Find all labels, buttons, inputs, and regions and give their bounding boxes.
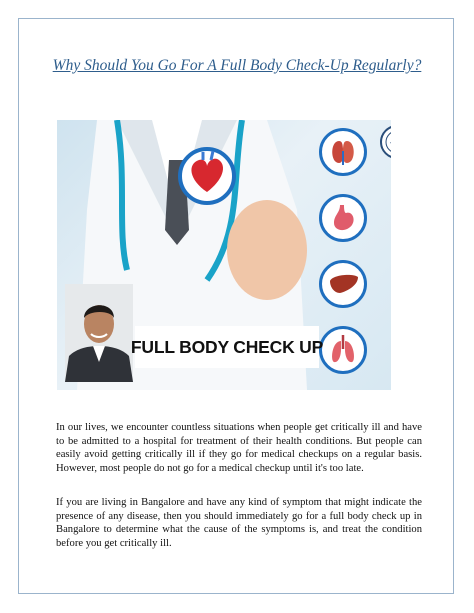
seal-logo-icon — [379, 124, 391, 160]
kidney-icon — [319, 128, 367, 176]
page-title: Why Should You Go For A Full Body Check-Up Regularly? — [52, 57, 422, 74]
banner-text: FULL BODY CHECK UP — [130, 336, 324, 357]
paragraph-2: If you are living in Bangalore and have any kind of symptom that might indicate the presence of any disease, then you should immediately go for a full body check up in Bangalore to determine what the cause of the symptoms is, and treat the condition before you get critically ill. — [56, 497, 422, 549]
banner — [130, 326, 324, 368]
person-photo — [65, 284, 133, 382]
stomach-icon — [319, 194, 367, 242]
liver-icon — [319, 260, 367, 308]
paragraph-1: In our lives, we encounter countless situations when people get critically ill and have to be admitted to a hospital for treatment of their health conditions. But people can easily avoid getting critically ill if they go for medical checkups on a regular basis. However, most people do not go for a medical checkup until it's too late. — [56, 422, 422, 474]
lungs-icon — [319, 326, 367, 374]
hero-image — [57, 120, 391, 390]
